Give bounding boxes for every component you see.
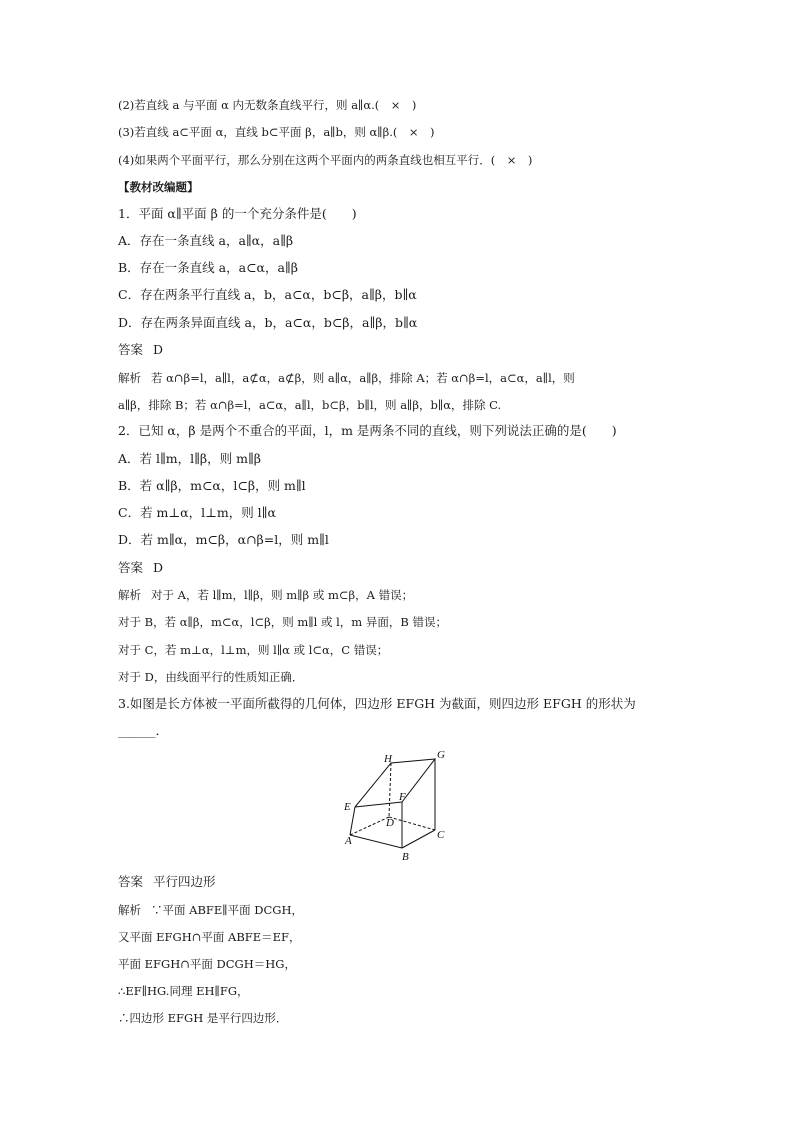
analysis-text: 若 α∩β=l，a∥l，a⊄α，a⊄β，则 a∥α，a∥β，排除 A；若 α∩β=l，a⊂α，a∥l，则 xyxy=(151,371,575,385)
label-A: A xyxy=(345,835,352,847)
analysis-text: ∵平面 ABFE∥平面 DCGH， xyxy=(151,903,303,917)
q3-analysis-line-3: 平面 EFGH∩平面 DCGH＝HG， xyxy=(118,957,296,971)
q1-stem: 1．平面 α∥平面 β 的一个充分条件是( ) xyxy=(118,206,357,221)
q1-analysis-line-2: a∥β，排除 B；若 α∩β=l，a⊂α，a∥l，b⊂β，b∥l，则 a∥β，b∥α，排除 C. xyxy=(118,398,502,412)
q3-answer xyxy=(118,874,216,890)
answer-label: 答案 xyxy=(118,342,144,357)
q1-option-a: A．存在一条直线 a，a∥α，a∥β xyxy=(118,233,294,248)
q3-analysis-line-4: ∴EF∥HG.同理 EH∥FG， xyxy=(118,984,249,998)
judgment-item-4: (4)如果两个平面平行，那么分别在这两个平面内的两条直线也相互平行．( × ) xyxy=(118,153,533,167)
q3-stem: 3.如图是长方体被一平面所截得的几何体，四边形 EFGH 为截面，则四边形 EFGH 的形状为 xyxy=(118,696,636,711)
edge-EG-hidden-guide xyxy=(355,760,435,807)
label-H: H xyxy=(384,753,392,765)
edge-AD xyxy=(350,817,389,835)
q3-analysis-line-5: ∴四边形 EFGH 是平行四边形． xyxy=(118,1011,288,1025)
q2-analysis-line-3: 对于 C，若 m⊥α，l⊥m，则 l∥α 或 l⊂α，C 错误； xyxy=(118,643,389,657)
answer-value: D xyxy=(153,342,164,357)
q2-stem: 2．已知 α，β 是两个不重合的平面，l，m 是两条不同的直线，则下列说法正确的是( ) xyxy=(118,423,617,438)
q2-option-d: D．若 m∥α，m⊂β，α∩β=l，则 m∥l xyxy=(118,532,329,547)
answer-label: 答案 xyxy=(118,874,144,889)
edge-HD xyxy=(389,763,391,817)
edge-EA xyxy=(350,807,355,835)
edge-AB xyxy=(350,835,402,848)
section-title: 【教材改编题】 xyxy=(118,180,199,194)
answer-value: D xyxy=(153,560,164,575)
label-B: B xyxy=(402,851,409,863)
analysis-text: 对于 A，若 l∥m，l∥β，则 m∥β 或 m⊂β，A 错误； xyxy=(151,588,414,602)
q2-analysis-line-4: 对于 D，由线面平行的性质知正确． xyxy=(118,670,304,684)
analysis-label: 解析 xyxy=(118,371,141,385)
geometry-figure xyxy=(335,745,455,870)
q2-analysis-line-1 xyxy=(118,587,413,603)
edge-BC xyxy=(402,830,435,848)
edge-DC xyxy=(389,817,435,830)
judgment-item-2: (2)若直线 a 与平面 α 内无数条直线平行，则 a∥α.( × ) xyxy=(118,98,417,112)
q3-blank: ______． xyxy=(118,723,169,738)
q2-answer xyxy=(118,560,163,576)
q2-analysis-line-2: 对于 B，若 α∥β，m⊂α，l⊂β，则 m∥l 或 l，m 异面，B 错误； xyxy=(118,615,447,629)
answer-label: 答案 xyxy=(118,560,144,575)
q1-option-d: D．存在两条异面直线 a，b，a⊂α，b⊂β，a∥β，b∥α xyxy=(118,315,418,330)
q2-option-a: A．若 l∥m，l∥β，则 m∥β xyxy=(118,451,261,466)
q1-answer xyxy=(118,342,163,358)
analysis-label: 解析 xyxy=(118,588,141,602)
q1-analysis-line-1 xyxy=(118,370,575,386)
q3-analysis-line-1 xyxy=(118,902,303,918)
label-E: E xyxy=(344,801,351,813)
label-G: G xyxy=(437,749,445,761)
q1-option-c: C．存在两条平行直线 a，b，a⊂α，b⊂β，a∥β，b∥α xyxy=(118,287,417,302)
answer-value: 平行四边形 xyxy=(153,874,216,889)
judgment-item-3: (3)若直线 a⊂平面 α，直线 b⊂平面 β，a∥b，则 α∥β.( × ) xyxy=(118,125,435,139)
q3-analysis-line-2: 又平面 EFGH∩平面 ABFE＝EF， xyxy=(118,930,301,944)
analysis-label: 解析 xyxy=(118,903,141,917)
q1-option-b: B．存在一条直线 a，a⊂α，a∥β xyxy=(118,260,298,275)
label-D: D xyxy=(386,817,394,829)
label-F: F xyxy=(399,791,406,803)
label-C: C xyxy=(437,829,445,841)
q2-option-c: C．若 m⊥α，l⊥m，则 l∥α xyxy=(118,505,276,520)
q2-option-b: B．若 α∥β，m⊂α，l⊂β，则 m∥l xyxy=(118,478,306,493)
